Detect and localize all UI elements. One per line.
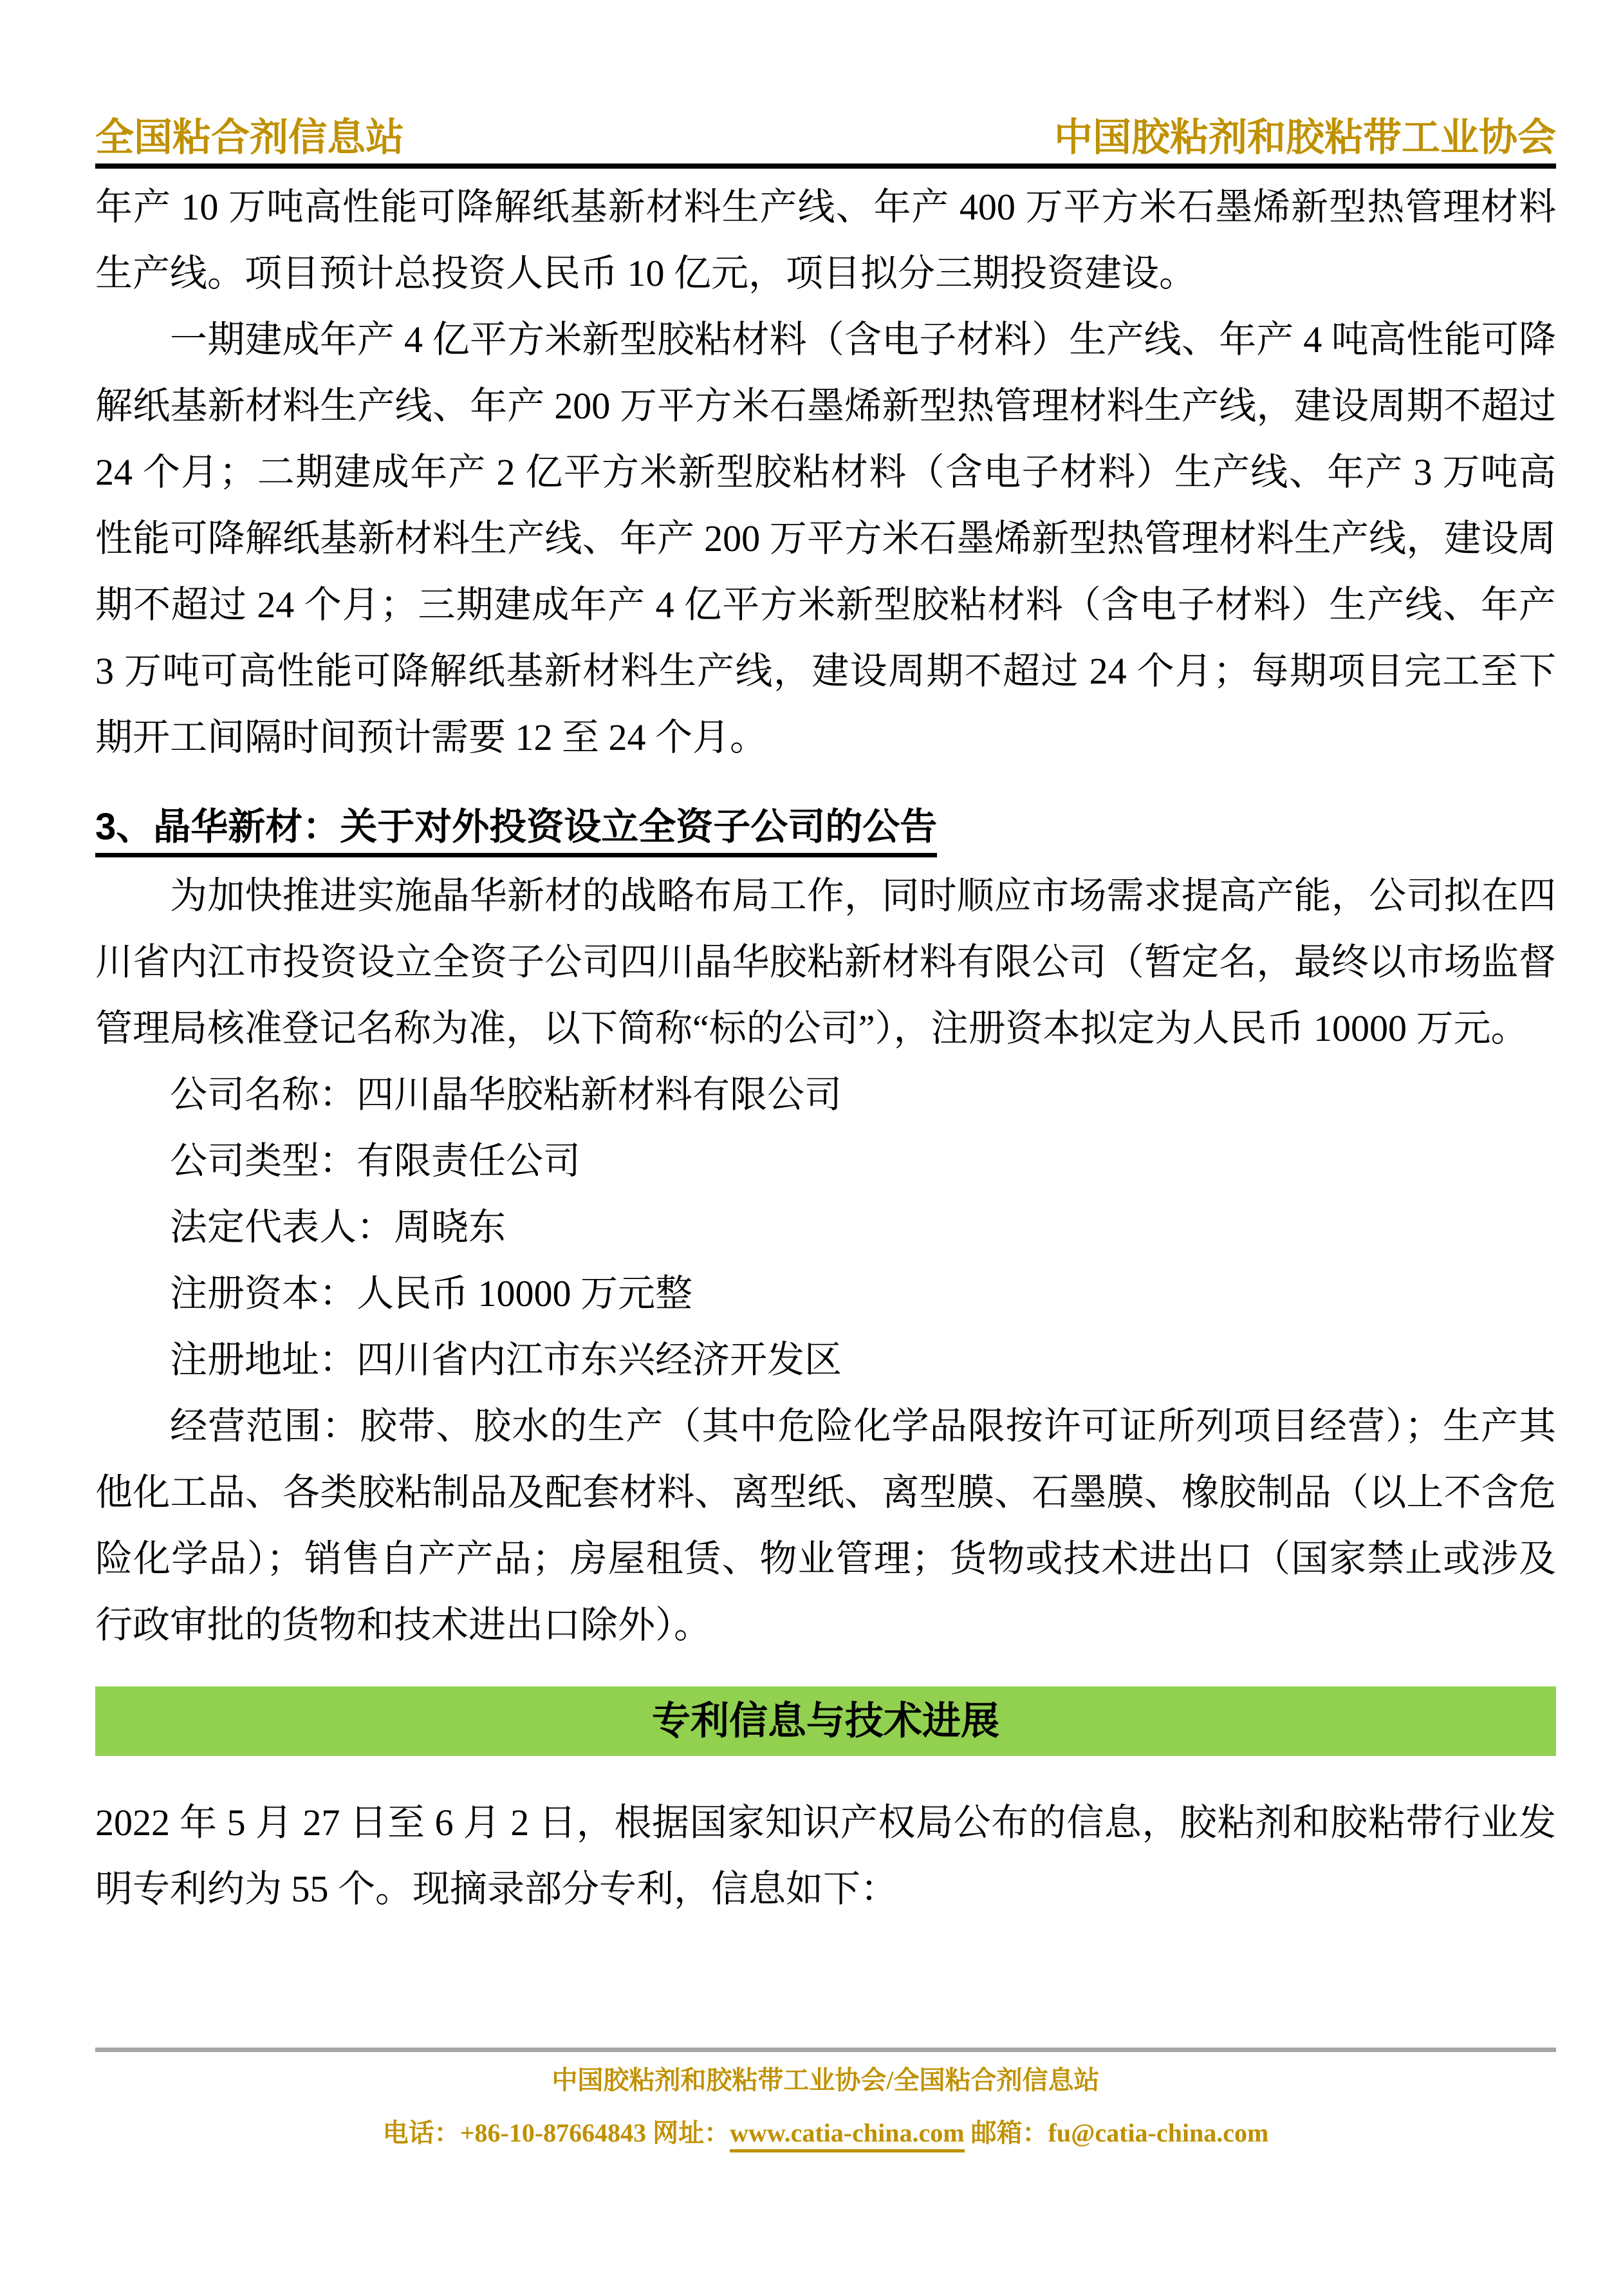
page-header [95, 115, 1556, 161]
paragraph-production-lines: 年产 10 万吨高性能可降解纸基新材料生产线、年产 400 万平方米石墨烯新型热管理材料生产线。项目预计总投资人民币 10 亿元，项目拟分三期投资建设。 [95, 186, 1556, 294]
section-heading-announcement [95, 794, 1556, 860]
footer-divider [95, 2048, 1556, 2052]
footer-email-text: 邮箱：fu@catia-china.com [964, 2118, 1269, 2147]
footer-organization: 中国胶粘剂和胶粘带工业协会/全国粘合剂信息站 [552, 2066, 1100, 2095]
document-body [95, 174, 1556, 1922]
section-banner-patent-info: 专利信息与技术进展 [95, 1686, 1556, 1756]
legal-representative-line: 法定代表人：周晓东 [170, 1206, 506, 1248]
paragraph-project-phases: 一期建成年产 4 亿平方米新型胶粘材料（含电子材料）生产线、年产 4 吨高性能可降解纸基新材料生产线、年产 200 万平方米石墨烯新型热管理材料生产线，建设周期不超过 24 个月；二期建成年产 2 亿平方米新型胶粘材料（含电子材料）生产线、年产 3 万吨高性能可降解纸基新材料生产线、年产 200 万平方米石墨烯新型热管理材料生产线，建设周期不超过 24 个月；三期建成年产 4 亿平方米新型胶粘材料（含电子材料）生产线、年产 3 万吨可高性能可降解纸基新材料生产线，建设周期不超过 24 个月；每期项目完工至下期开工间隔时间预计需要 12 至 24 个月。 [95, 319, 1556, 758]
footer-phone-and-web-label: 电话：+86-10-87664843 网址： [382, 2118, 730, 2147]
footer-website-link[interactable]: www.catia-china.com [730, 2118, 964, 2152]
registered-address-line: 注册地址：四川省内江市东兴经济开发区 [170, 1339, 842, 1381]
paragraph-subsidiary-intro: 为加快推进实施晶华新材的战略布局工作，同时顺应市场需求提高产能，公司拟在四川省内江市投资设立全资子公司四川晶华胶粘新材料有限公司（暂定名，最终以市场监督管理局核准登记名称为准，以下简称“标的公司”），注册资本拟定为人民币 10000 万元。 [95, 875, 1556, 1049]
company-name-line: 公司名称：四川晶华胶粘新材料有限公司 [170, 1074, 842, 1115]
page-footer [95, 2048, 1556, 2152]
registered-capital-line: 注册资本：人民币 10000 万元整 [170, 1273, 693, 1314]
section-heading-text: 3、晶华新材：关于对外投资设立全资子公司的公告 [95, 806, 937, 857]
footer-contact-line [95, 2114, 1556, 2152]
header-divider [95, 163, 1556, 169]
company-type-line: 公司类型：有限责任公司 [170, 1140, 581, 1182]
header-left-title: 全国粘合剂信息站 [95, 117, 404, 159]
header-right-title: 中国胶粘剂和胶粘带工业协会 [1054, 117, 1556, 159]
paragraph-patent-summary: 2022 年 5 月 27 日至 6 月 2 日，根据国家知识产权局公布的信息，胶粘剂和胶粘带行业发明专利约为 55 个。现摘录部分专利，信息如下： [95, 1802, 1556, 1910]
paragraph-business-scope: 经营范围：胶带、胶水的生产（其中危险化学品限按许可证所列项目经营）；生产其他化工品、各类胶粘制品及配套材料、离型纸、离型膜、石墨膜、橡胶制品（以上不含危险化学品）；销售自产产品；房屋租赁、物业管理；货物或技术进出口（国家禁止或涉及行政审批的货物和技术进出口除外）。 [95, 1405, 1556, 1646]
